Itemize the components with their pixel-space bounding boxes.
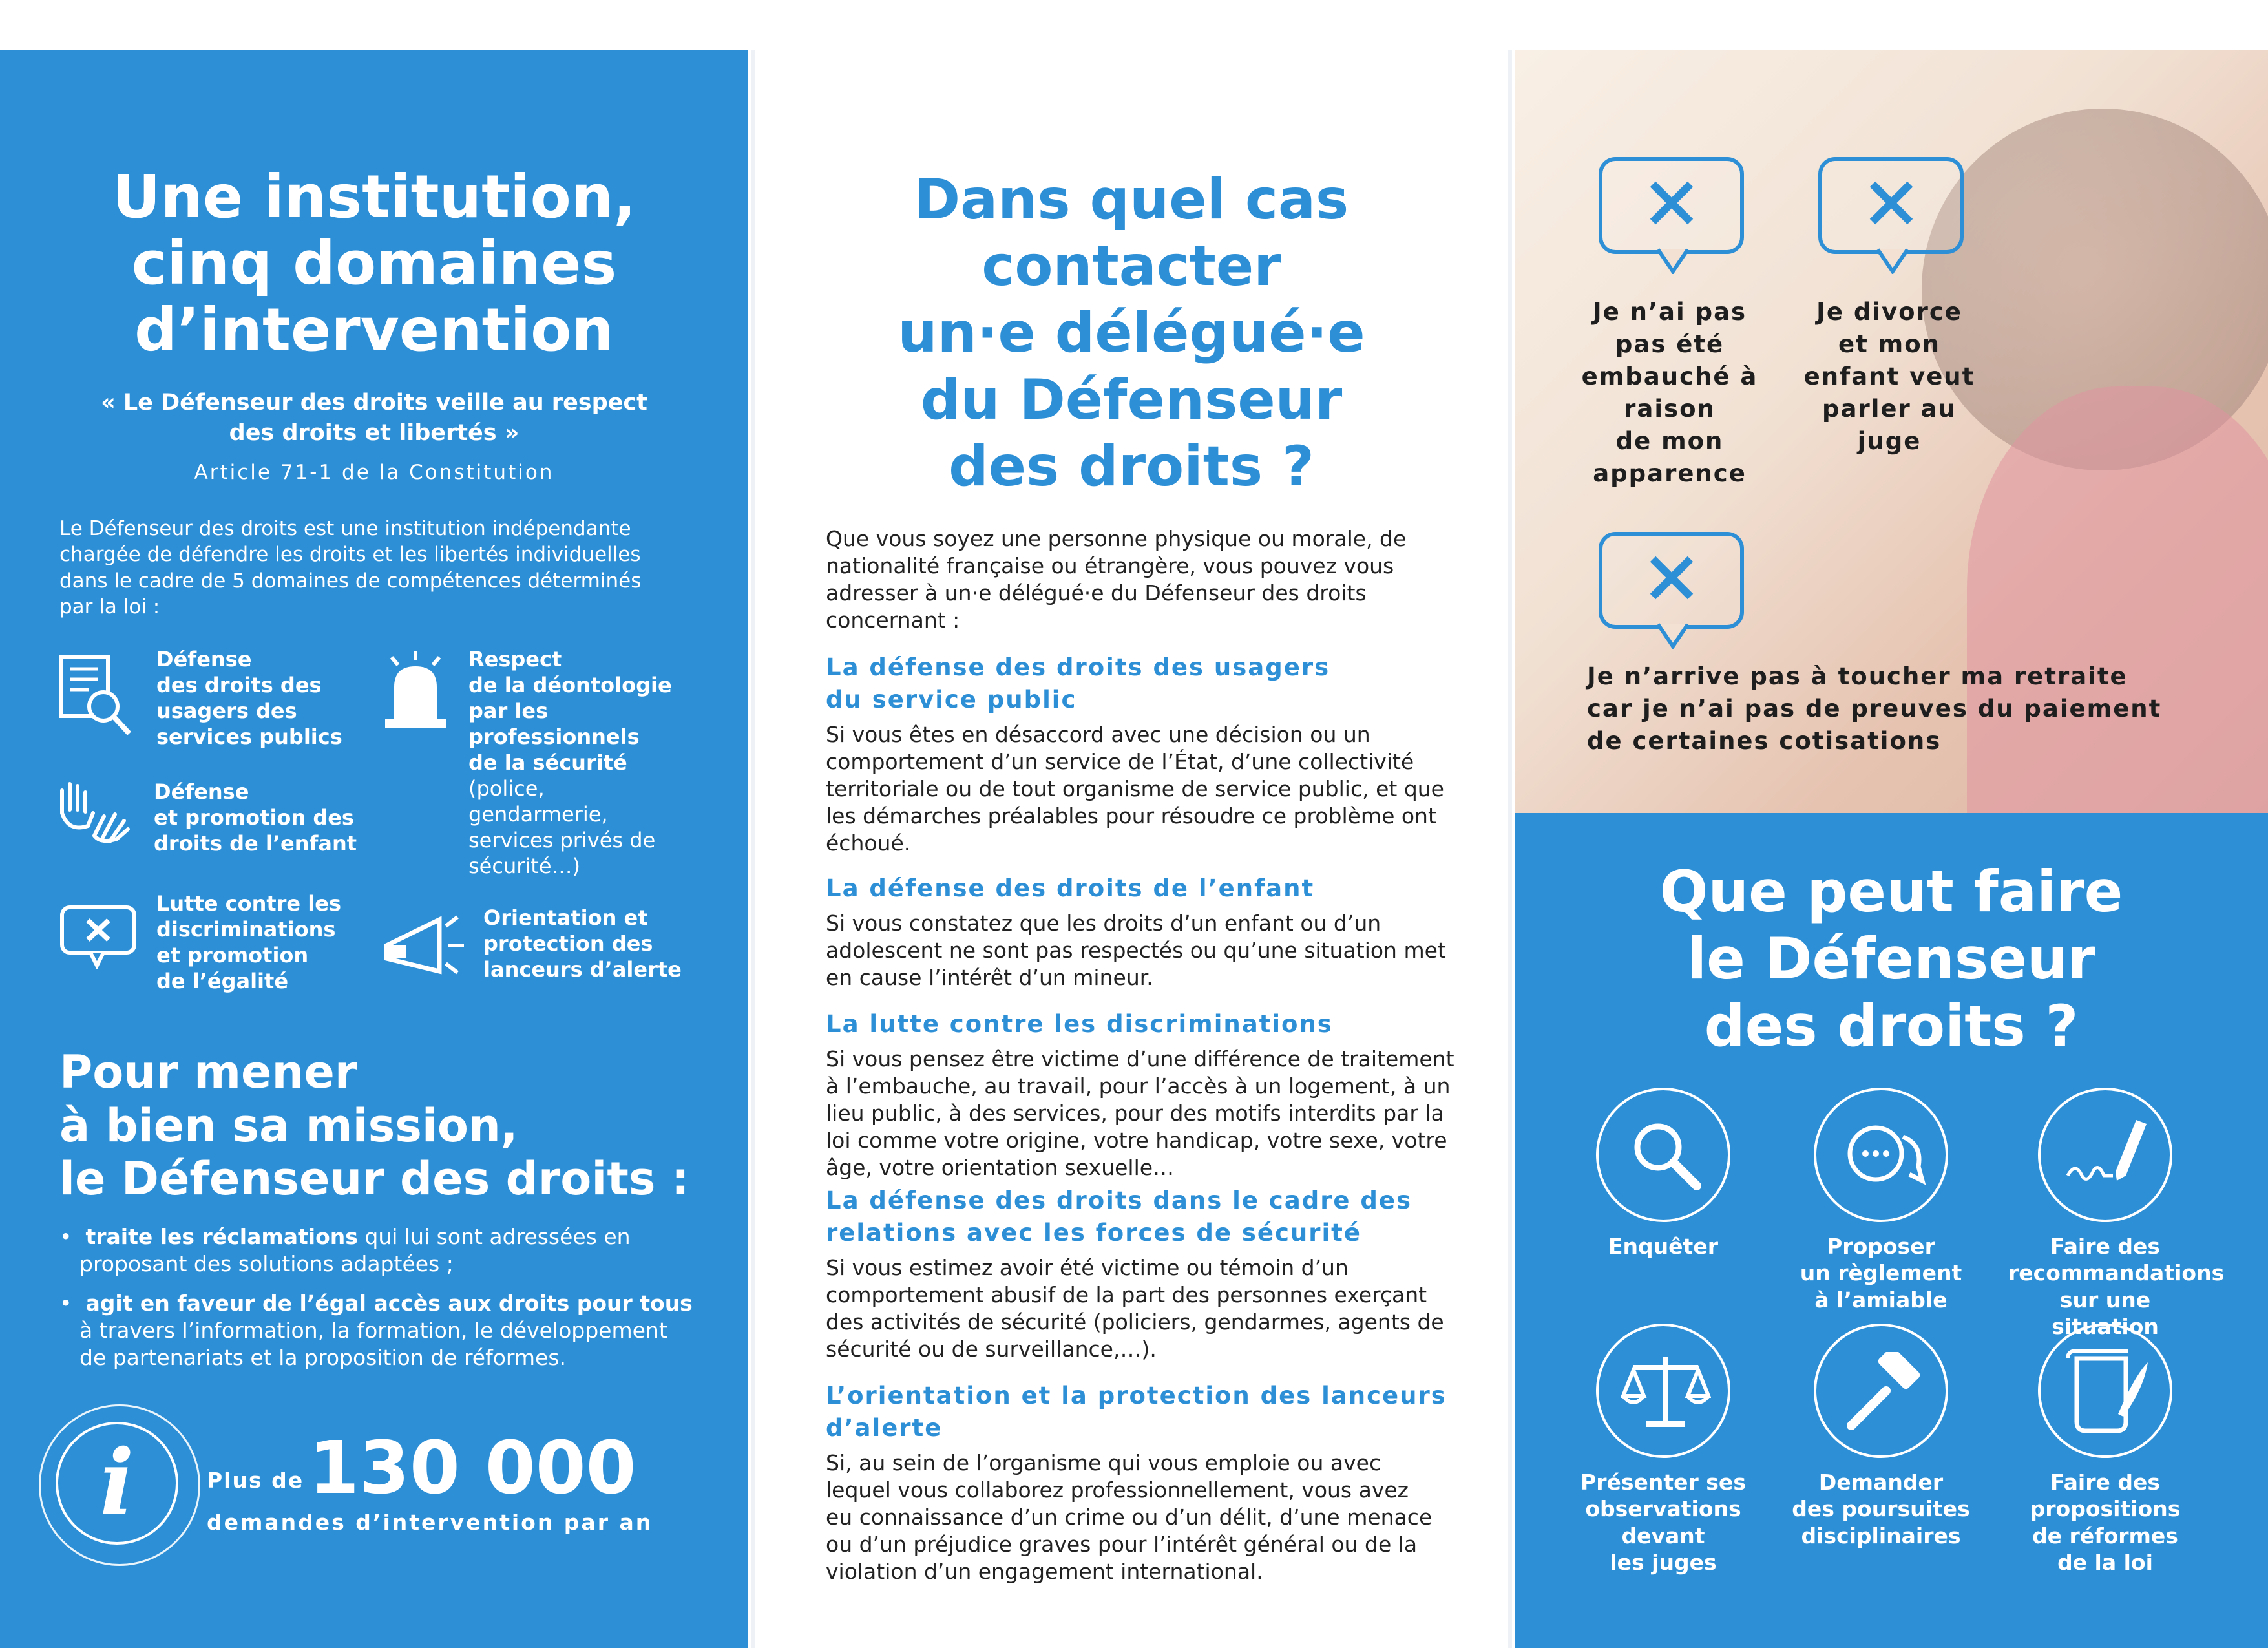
section-usagers [826,651,1491,856]
action-enqueter [1596,1088,1730,1222]
action-label: Faire des recommandations sur une situation [2008,1234,2225,1339]
bubble-text-divorce: Je divorce et mon enfant veut parler au juge [1803,298,1975,455]
left-panel [0,50,748,1648]
section-discriminations [826,1008,1491,1181]
cross-bubble-1 [1599,157,1744,254]
bubble-tail [1876,248,1909,274]
bubble-text-embauche: Je n’ai pas pas été embauché à raison de mon apparence [1581,298,1758,487]
action-label: Enquêter [1608,1234,1718,1259]
bubble-tail [1657,248,1689,274]
section-heading: La défense des droits dans le cadre des relations avec les forces de sécurité [826,1187,1412,1247]
info-ring [39,1404,200,1566]
megaphone-icon [381,913,472,975]
info-icon: i [56,1422,178,1545]
domain-discriminations: Lutte contre les discriminations et promotion de l’égalité [156,891,341,993]
domain-securite: Respect de la déontologie par les professionnels de la sécurité (police, gendarmerie, services privés de sécurité…) [468,647,672,878]
action-label: Proposer un règlement à l’amiable [1800,1234,1962,1313]
constitution-quote: « Le Défenseur des droits veille au respect des droits et libertés » [101,390,647,447]
section-lanceurs [826,1380,1491,1585]
hands-icon [56,774,133,845]
scales-icon [1621,1351,1711,1435]
close-icon [1869,180,1914,226]
section-securite [826,1185,1491,1363]
stat-suffix: demandes d’intervention par an [207,1510,653,1535]
action-recommandations [2038,1088,2172,1222]
section-body: Si vous pensez être victime d’une différence de traitement à l’embauche, au travail, pour l’accès à un logement, à un lieu public, à des services, pour des motifs interdits par la loi comme votre origine, votre handicap, votre sexe, votre âge, votre orientation sexuelle… [826,1046,1454,1180]
close-icon [1649,180,1694,226]
section-enfant [826,872,1491,991]
bubble-tail [1657,623,1689,649]
action-label: Demander des poursuites disciplinaires [1792,1470,1970,1548]
section-body: Si vous constatez que les droits d’un enfant ou d’un adolescent ne sont pas respectés ou qu’une situation met en cause l’intérêt d’un mineur. [826,910,1446,990]
pen-signature-icon [2064,1114,2152,1198]
cross-bubble-icon [59,905,137,969]
action-label: Faire des propositions de réformes de la loi [2030,1470,2181,1575]
action-observations [1596,1324,1730,1458]
action-reglement [1814,1088,1948,1222]
section-heading: L’orientation et la protection des lanceurs d’alerte [826,1382,1447,1442]
quote-source: Article 71-1 de la Constitution [194,461,554,484]
middle-panel [751,50,1512,1648]
left-title: Une institution, cinq domaines d’intervention [112,162,636,365]
domain-enfant: Défense et promotion des droits de l’enfant [154,779,357,856]
section-body: Si vous estimez avoir été victime ou témoin d’un comportement abusif de la part des personnes exerçant des activités de sécurité (policiers, gendarmes, agents de sécurité ou de surveillance,…). [826,1254,1444,1362]
cross-bubble-3 [1599,532,1744,629]
document-search-icon [59,655,134,739]
stat-prefix: Plus de [207,1468,304,1493]
mission-bullet-1: • traite les réclamations qui lui sont adressées en proposant des solutions adaptées ; [59,1224,631,1277]
mission-bullet-2: • agit en faveur de l’égal accès aux droits pour tous à travers l’information, la formation, le développement de partenariats et la proposition de réformes. [59,1291,693,1371]
domain-lanceurs: Orientation et protection des lanceurs d’alerte [483,905,682,982]
right-title: Que peut faire le Défenseur des droits ? [1659,858,2123,1059]
bubble-text-retraite: Je n’arrive pas à toucher ma retraite car je n’ai pas de preuves du paiement de certaines cotisations [1587,662,2162,755]
section-body: Si, au sein de l’organisme qui vous emploie ou avec lequel vous collaborez professionnellement, vous avez eu connaissance d’un crime ou d’un délit, d’une menace ou d’un préjudice graves pour l’intérêt général ou de la violation d’un engagement international. [826,1450,1433,1584]
middle-intro: Que vous soyez une personne physique ou morale, de nationalité française ou étrangère, vous pouvez vous adresser à un·e délégué·e du Défenseur des droits concernant : [826,526,1407,633]
magnifier-icon [1627,1116,1705,1194]
action-reformes [2038,1324,2172,1458]
action-label: Présenter ses observations devant les juges [1580,1470,1746,1575]
siren-icon [380,648,451,732]
gavel-icon [1842,1352,1926,1436]
domain-services-publics: Défense des droits des usagers des services publics [156,647,342,749]
section-heading: La défense des droits des usagers du service public [826,653,1330,713]
action-poursuites [1814,1324,1948,1458]
scroll-quill-icon [2064,1349,2152,1437]
photo-woman [1515,50,2268,813]
stat-number: 130 000 [309,1426,636,1510]
right-panel [1515,813,2268,1648]
section-body: Si vous êtes en désaccord avec une décision ou un comportement d’un service de l’État, d’une collectivité territoriale ou de tout organisme de service public, et que les démarches préalables pour résoudre ce problème ont échoué. [826,721,1444,856]
cross-bubble-2 [1818,157,1964,254]
mission-title: Pour mener à bien sa mission, le Défenseur des droits : [59,1046,689,1206]
section-heading: La défense des droits de l’enfant [826,874,1315,902]
middle-title: Dans quel cas contacter un·e délégué·e du Défenseur des droits ? [898,167,1365,499]
close-icon [1649,555,1694,600]
left-intro: Le Défenseur des droits est une institution indépendante chargée de défendre les droits et les libertés individuelles dans le cadre de 5 domaines de compétences déterminés par la loi : [59,517,642,618]
section-heading: La lutte contre les discriminations [826,1010,1333,1038]
speech-bubbles-icon [1838,1119,1929,1196]
